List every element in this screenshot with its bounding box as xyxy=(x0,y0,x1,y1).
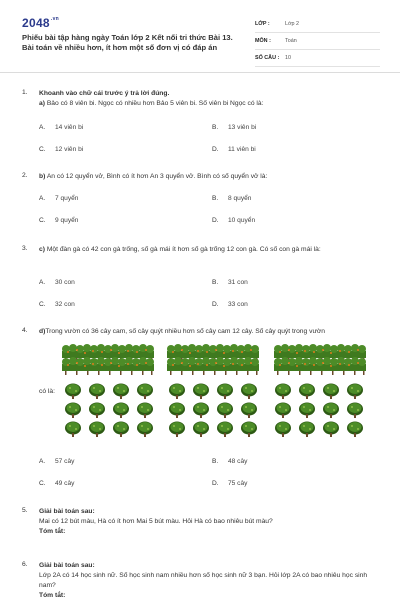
option-letter: B. xyxy=(212,124,219,131)
question-body xyxy=(39,245,379,255)
part-label: b) xyxy=(39,173,46,180)
meta-value: 10 xyxy=(285,55,291,61)
option-a[interactable] xyxy=(39,195,78,202)
meta-label: MÔN : xyxy=(255,38,271,44)
option-text: 57 cây xyxy=(55,458,75,465)
meta-row-count xyxy=(255,50,380,67)
orchard-illustration xyxy=(62,340,382,445)
question-stem-cont: có là: xyxy=(39,388,55,395)
option-d[interactable] xyxy=(212,301,248,308)
option-text: 30 con xyxy=(55,279,75,286)
option-letter: D. xyxy=(212,301,219,308)
summary-label: Tóm tắt: xyxy=(39,592,66,599)
question-body xyxy=(39,89,379,109)
option-letter: B. xyxy=(212,279,219,286)
option-text: 31 con xyxy=(228,279,248,286)
option-text: 32 con xyxy=(55,301,75,308)
part-label: c) xyxy=(39,246,45,253)
option-c[interactable] xyxy=(39,217,78,224)
logo-suffix: .vn xyxy=(50,16,60,22)
option-letter: B. xyxy=(212,458,219,465)
option-text: 14 viên bi xyxy=(55,124,84,131)
option-text: 48 cây xyxy=(228,458,248,465)
question-number: 5. xyxy=(22,507,28,514)
option-text: 11 viên bi xyxy=(228,146,256,153)
option-text: 8 quyển xyxy=(228,195,252,202)
option-text: 12 viên bi xyxy=(55,146,84,153)
option-d[interactable] xyxy=(212,217,255,224)
option-letter: D. xyxy=(212,146,219,153)
option-letter: A. xyxy=(39,279,46,286)
question-number: 1. xyxy=(22,89,28,96)
option-a[interactable] xyxy=(39,458,74,465)
question-text xyxy=(39,99,379,109)
header-divider xyxy=(0,72,400,73)
question-text xyxy=(39,172,379,182)
question-stem: An có 12 quyển vở, Bình có ít hơn An 3 quyển vở. Bình có số quyển vở là: xyxy=(46,173,268,180)
question-heading: Giải bài toán sau: xyxy=(39,508,95,515)
question-4-continuation xyxy=(39,388,55,395)
option-c[interactable] xyxy=(39,146,83,153)
question-stem: Mai có 12 bút màu, Hà có ít hơn Mai 5 bút màu. Hỏi Hà có bao nhiêu bút màu? xyxy=(39,518,273,525)
option-text: 13 viên bi xyxy=(228,124,257,131)
option-c[interactable] xyxy=(39,480,74,487)
meta-label: SỐ CÂU : xyxy=(255,55,280,61)
question-number: 2. xyxy=(22,172,28,179)
option-letter: A. xyxy=(39,195,46,202)
option-letter: C. xyxy=(39,480,46,487)
part-label: a) xyxy=(39,100,45,107)
option-text: 10 quyển xyxy=(228,217,256,224)
question-instruction: Khoanh vào chữ cái trước ý trả lời đúng. xyxy=(39,90,170,97)
meta-row-class xyxy=(255,16,380,33)
option-text: 33 con xyxy=(228,301,248,308)
question-body xyxy=(39,561,379,601)
question-body xyxy=(39,327,379,337)
meta-label: LỚP : xyxy=(255,21,270,27)
question-stem: Bảo có 8 viên bi. Ngọc có nhiều hơn Bảo 5 viên bi. Số viên bi Ngọc có là: xyxy=(46,100,264,107)
question-stem: Trong vườn có 36 cây cam, số cây quýt nhiều hơn số cây cam 12 cây. Số cây quýt trong vườn xyxy=(45,328,326,335)
option-d[interactable] xyxy=(212,480,247,487)
option-letter: C. xyxy=(39,217,46,224)
summary-label: Tóm tắt: xyxy=(39,528,66,535)
question-number: 4. xyxy=(22,327,28,334)
option-text: 49 cây xyxy=(55,480,75,487)
meta-value: Lớp 2 xyxy=(285,21,300,27)
meta-table xyxy=(255,16,380,67)
question-body xyxy=(39,507,379,537)
site-logo[interactable] xyxy=(22,16,59,30)
part-label: d) xyxy=(39,328,46,335)
logo-text: 2048 xyxy=(22,16,50,30)
option-letter: C. xyxy=(39,146,46,153)
question-stem: Một đàn gà có 42 con gà trống, số gà mái ít hơn số gà trống 12 con gà. Có số con gà mái là: xyxy=(46,246,321,253)
question-text xyxy=(39,245,379,255)
worksheet-title: Phiếu bài tập hàng ngày Toán lớp 2 Kết nối tri thức Bài 13. Bài toán về nhiều hơn, ít hơn một số đơn vị có đáp án xyxy=(22,33,233,52)
option-letter: A. xyxy=(39,124,46,131)
option-d[interactable] xyxy=(212,146,256,153)
question-number: 3. xyxy=(22,245,28,252)
meta-value: Toán xyxy=(285,38,297,44)
option-text: 7 quyển xyxy=(55,195,79,202)
option-letter: B. xyxy=(212,195,219,202)
option-letter: D. xyxy=(212,480,219,487)
option-a[interactable] xyxy=(39,124,83,131)
option-a[interactable] xyxy=(39,279,75,286)
option-b[interactable] xyxy=(212,195,251,202)
option-letter: A. xyxy=(39,458,46,465)
option-text: 75 cây xyxy=(228,480,248,487)
option-b[interactable] xyxy=(212,124,256,131)
option-b[interactable] xyxy=(212,458,247,465)
meta-row-subject xyxy=(255,33,380,50)
question-number: 6. xyxy=(22,561,28,568)
question-heading: Giải bài toán sau: xyxy=(39,562,95,569)
question-body xyxy=(39,172,379,182)
option-c[interactable] xyxy=(39,301,75,308)
option-letter: C. xyxy=(39,301,46,308)
question-stem: Lớp 2A có 14 học sinh nữ. Số học sinh nam nhiều hơn số học sinh nữ 3 bạn. Hỏi lớp 2A có bao nhiêu học sinh nam? xyxy=(39,572,368,589)
question-text xyxy=(39,327,379,337)
option-text: 9 quyển xyxy=(55,217,79,224)
option-letter: D. xyxy=(212,217,219,224)
option-b[interactable] xyxy=(212,279,248,286)
